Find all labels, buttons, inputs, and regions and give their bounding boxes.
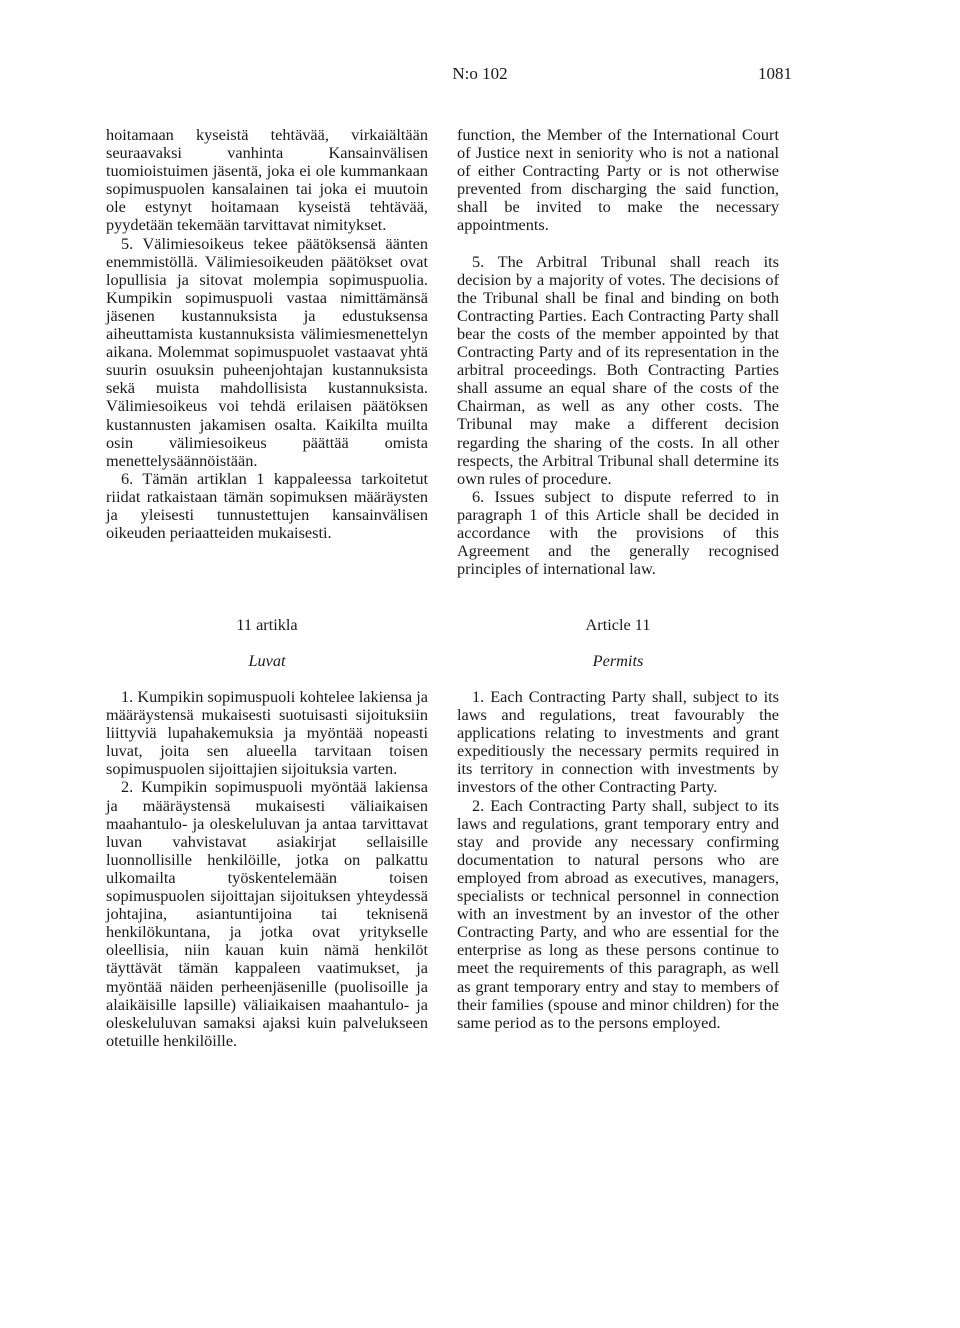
paragraph-5: 5. The Arbitral Tribunal shall reach its decision by a majority of votes. The decisions of the Tribunal shall be final and binding on both Contracting Parties. Each Contracting Party shall bear the costs of the member appointed by that Contracting Party and of its representation in the arbitral proceedings. Both Contracting Parties shall assume an equal share of the costs of the Chairman, as well as any other costs. The Tribunal may make a different decision regarding the sharing of the costs. In all other respects, the Arbitral Tribunal shall determine its own rules of procedure.: [457, 251, 779, 488]
article-paragraph-1: 1. Kumpikin sopimuspuoli kohtelee lakiensa ja määräystensä mukaisesti suotuisasti sijoituksiin liittyviä lupahakemuksia ja myöntää nopeasti luvat, joita sen alueella tarvitaan toisen sopimuspuolen sijoittajien sijoituksia varten.: [106, 687, 428, 779]
article-heading: Luvat: [248, 651, 286, 671]
article-heading: Permits: [592, 651, 644, 671]
document-number: N:o 102: [452, 64, 508, 83]
article-paragraph-1: 1. Each Contracting Party shall, subject to its laws and regulations, treat favourably the applications relating to investments and grant expeditiously the necessary permits required in its territory in connection with investments by investors of the other Contracting Party.: [457, 687, 779, 797]
paragraph-5: 5. Välimiesoikeus tekee päätöksensä äänten enemmistöllä. Välimiesoikeuden päätökset ovat lopullisia ja sitovat molempia sopimuspuolia. Kumpikin sopimuspuoli vastaa nimittämänsä jäsenen kustannuksista ja edustuksensa aiheuttamista kustannuksista välimiesmenettelyn aikana. Molemmat sopimuspuolet vastaavat yhtä suurin osuuksin puheenjohtajan kustannuksista sekä muista mahdollisista kustannuksista. Välimiesoikeus voi tehdä erilaisen päätöksen kustannusten jakamisen osalta. Kaikilta muilta osin välimiesoikeus päättää omista menettelysäännöistään.: [106, 233, 428, 470]
finnish-article-body: [106, 688, 428, 1050]
paragraph-6: 6. Tämän artiklan 1 kappaleessa tarkoitetut riidat ratkaistaan tämän sopimuksen määräysten ja yleisesti tunnustettujen kansainvälisen oikeuden periaatteiden mukaisesti.: [106, 468, 428, 543]
english-column: [457, 126, 779, 578]
article-paragraph-2: 2. Each Contracting Party shall, subject to its laws and regulations, grant temporary entry and stay and provide any necessary confirming documentation to natural persons who are employed from abroad as executives, managers, specialists or technical personnel in connection with an investment by an investor of the other Contracting Party, and who are essential for the enterprise as long as these persons continue to meet the requirements of this paragraph, as well as grant temporary entry and stay to members of their families (spouse and minor children) for the same period as to the persons employed.: [457, 795, 779, 1032]
paragraph-continued: function, the Member of the International Court of Justice next in seniority who is not a national of either Contracting Party or is not otherwise prevented from discharging the said function, shall be invited to make the necessary appointments.: [457, 125, 779, 235]
article-title: 11 artikla: [236, 615, 298, 634]
finnish-article-header: [106, 616, 428, 670]
paragraph-6: 6. Issues subject to dispute referred to in paragraph 1 of this Article shall be decided in accordance with the provisions of this Agreement and the generally recognised principles of international law.: [457, 486, 779, 579]
english-article-body: [457, 688, 779, 1032]
article-title: Article 11: [585, 615, 651, 634]
article-paragraph-2: 2. Kumpikin sopimuspuoli myöntää lakiensa ja määräystensä mukaisesti väliaikaisen maahantulo- ja oleskeluluvan ja antaa tarvittavat luvan vahvistavat asiakirjat sellaisille luonnollisille henkilöille, jotka on palkattu ulkomailta työskentelemään toisen sopimuspuolen sijoittajan sijoituksen yhteydessä johtajina, asiantuntijoina tai teknisenä henkilökuntana, ja jotka ovat yritykselle oleellisia, niin kauan kuin nämä henkilöt täyttävät tämän kappaleen vaatimukset, ja myöntää näiden perheenjäsenille (puolisoille ja alaikäisille lapsille) väliaikaisen maahantulo- ja oleskeluluvan samaksi ajaksi kuin palvelukseen otetuille henkilöille.: [106, 777, 428, 1050]
page-number: 1081: [758, 64, 792, 83]
finnish-column: [106, 126, 428, 542]
paragraph-continued: hoitamaan kyseistä tehtävää, virkaiältään seuraavaksi vanhinta Kansainvälisen tuomioistuimen jäsentä, joka ei ole kummankaan sopimuspuolen kansalainen tai joka ei muutoin ole estynyt hoitamaan kyseistä tehtävää, pyydetään tekemään tarvittavat nimitykset.: [106, 125, 428, 235]
english-article-header: [457, 616, 779, 670]
